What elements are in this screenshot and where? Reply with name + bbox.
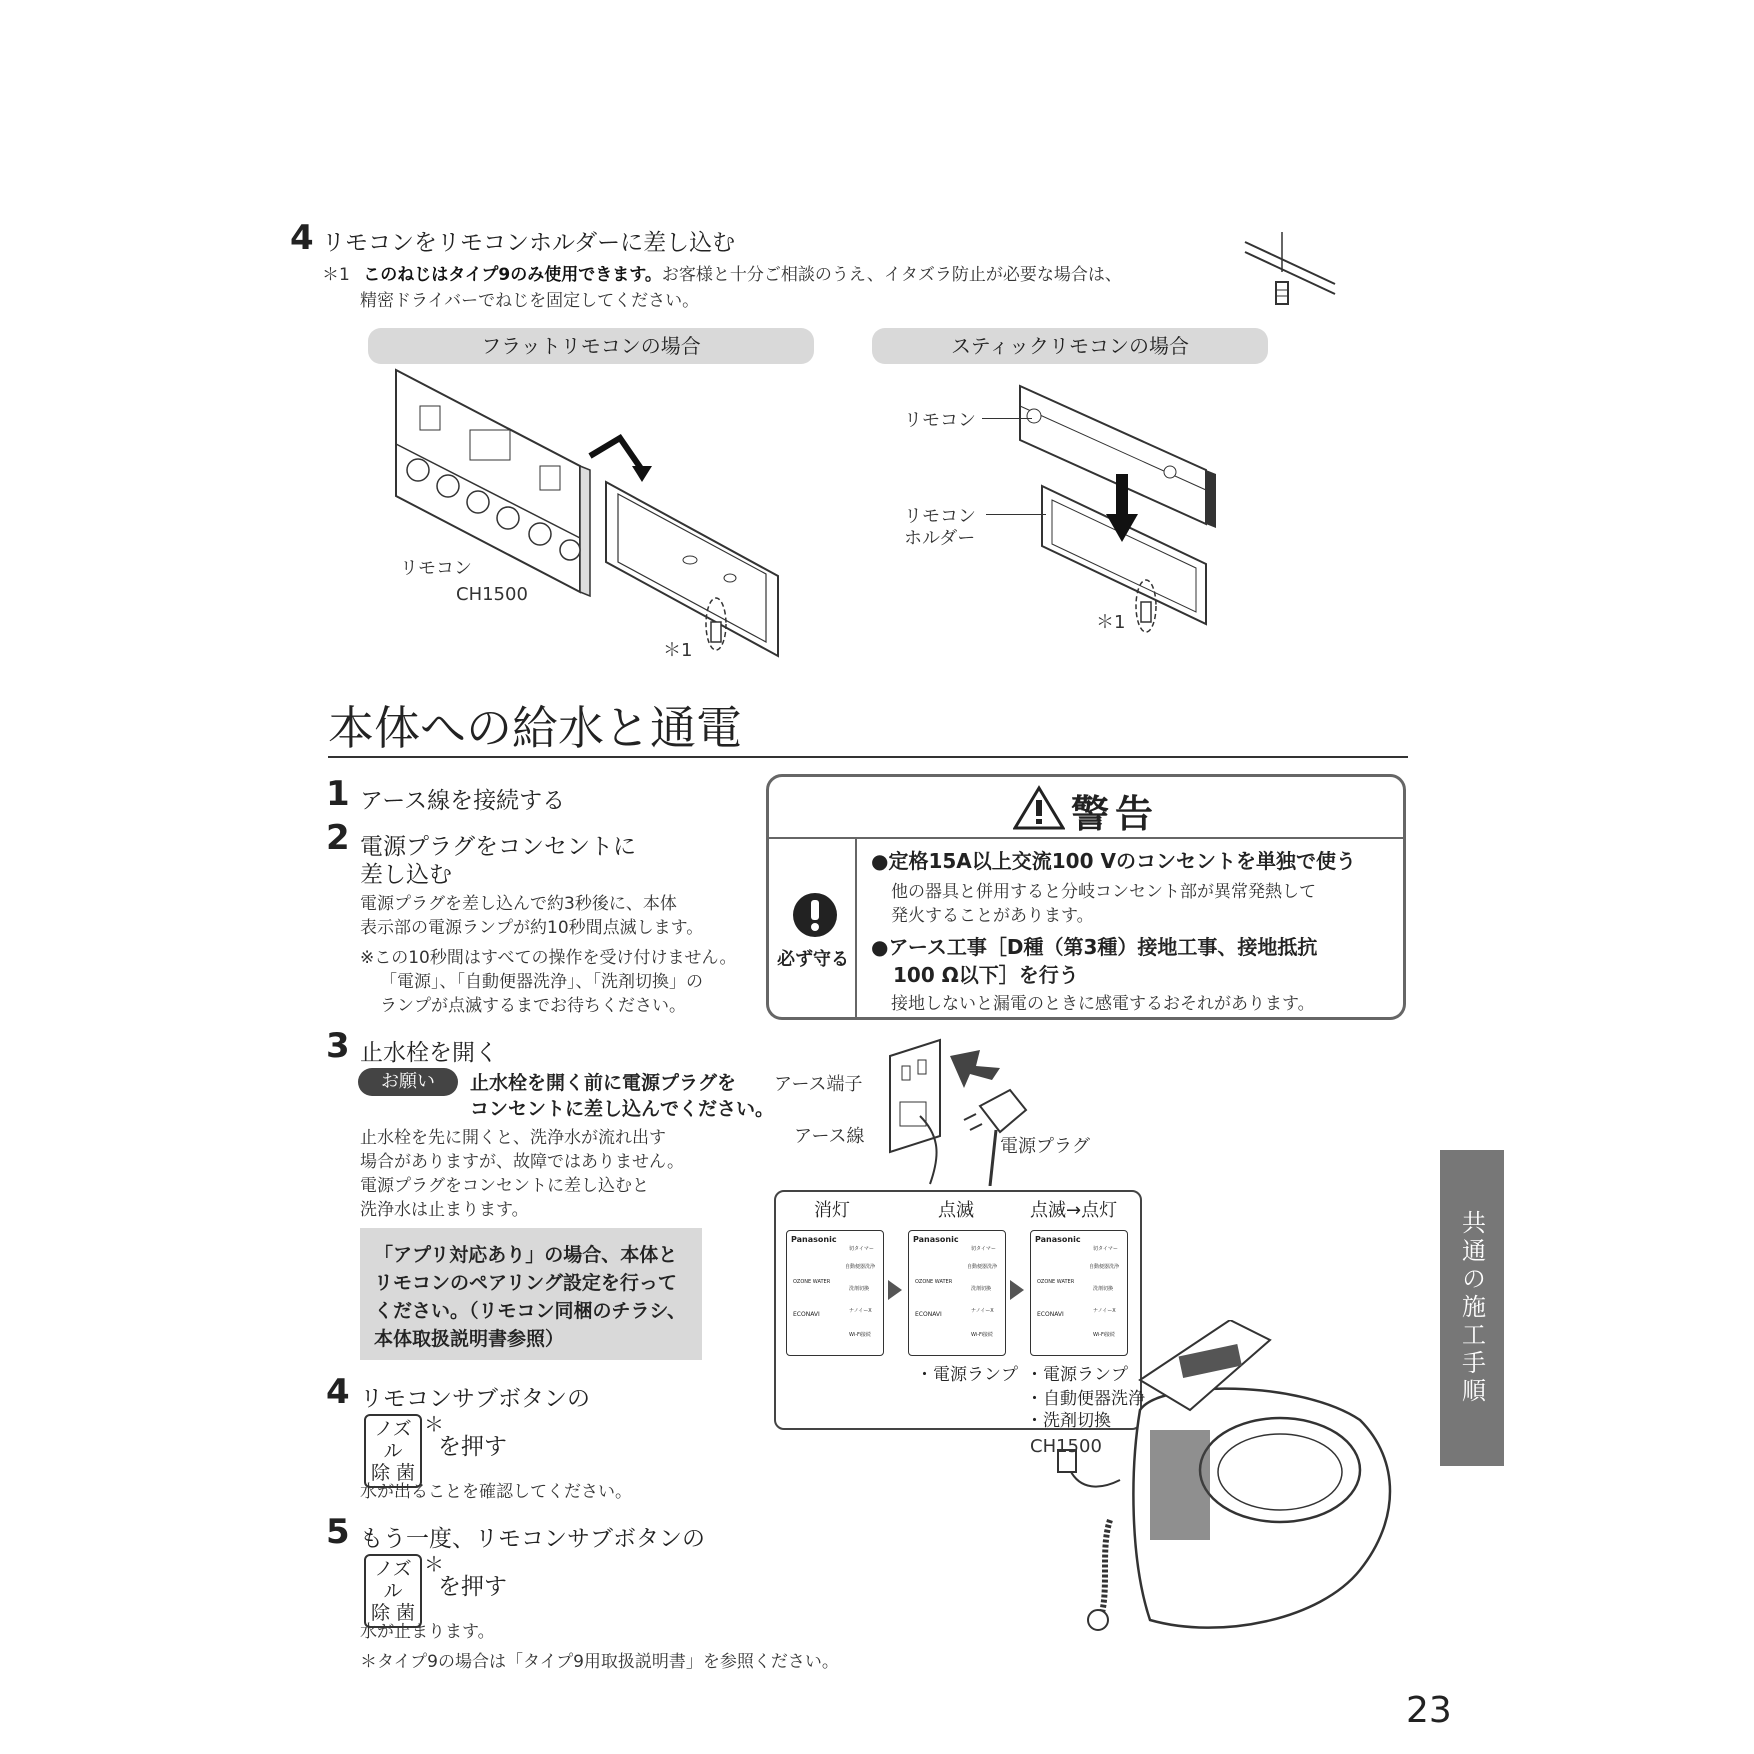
- stick-holder-label-1: リモコン: [904, 506, 976, 527]
- pairing-note-line: 本体取扱説明書参照）: [374, 1328, 565, 1350]
- step-title: 止水栓を開く: [360, 1040, 498, 1066]
- toilet-illustration: [1040, 1320, 1420, 1650]
- pairing-note-box: [360, 1228, 702, 1360]
- step-note: 「電源」、「自動便器洗浄」、「洗剤切換」の: [380, 972, 703, 992]
- lamp-label: Wi-Fi接続: [849, 1332, 871, 1338]
- asterisk: ＊: [424, 1412, 444, 1436]
- lamp-label: ナノイーX: [849, 1308, 872, 1314]
- step-title: リモコンをリモコンホルダーに差し込む: [322, 230, 736, 256]
- warning-bullet-title: ●アース工事［D種（第3種）接地工事、接地抵抗: [871, 935, 1318, 959]
- stick-holder-label-2: ホルダー: [904, 528, 976, 549]
- request-text: コンセントに差し込んでください。: [470, 1098, 775, 1120]
- key-label: 除 菌: [370, 1602, 416, 1624]
- heading-rule: [328, 756, 1408, 758]
- step-body: 表示部の電源ランプが約10秒間点滅します。: [360, 918, 704, 938]
- step-note: ランプが点滅するまでお待ちください。: [380, 996, 686, 1016]
- brand-text: Panasonic: [1035, 1235, 1081, 1244]
- lamp-label: Wi-Fi接続: [1093, 1332, 1115, 1338]
- stick-remote-label: リモコン: [904, 410, 976, 431]
- lamp-label: 切タイマー: [971, 1246, 996, 1252]
- plug-label: 電源プラグ: [1000, 1136, 1090, 1157]
- step-title: もう一度、リモコンサブボタンの: [360, 1526, 705, 1552]
- step-number: 5: [326, 1512, 350, 1552]
- lamp-label: 自動便器洗浄: [845, 1264, 876, 1270]
- pairing-note-line: ください。（リモコン同梱のチラシ、: [374, 1300, 686, 1322]
- step-body: 場合がありますが、故障ではありません。: [360, 1152, 685, 1172]
- econavi-text: ECONAVI: [915, 1311, 942, 1318]
- econavi-text: ECONAVI: [793, 1311, 820, 1318]
- display-panel-off: [786, 1230, 884, 1356]
- arrow-right-icon: [1010, 1280, 1024, 1300]
- step-body: 止水栓を先に開くと、洗浄水が流れ出す: [360, 1128, 666, 1148]
- pairing-note-line: 「アプリ対応あり」の場合、本体と: [374, 1244, 678, 1266]
- outlet-plug-illustration: [880, 1036, 1080, 1186]
- lamp-caption: ・電源ランプ: [1026, 1365, 1128, 1385]
- earth-terminal-label: アース端子: [774, 1074, 863, 1095]
- step-title: アース線を接続する: [360, 788, 566, 814]
- warning-header: [769, 777, 1403, 839]
- warning-divider: [855, 837, 857, 1017]
- lamp-label: 切タイマー: [1093, 1246, 1118, 1252]
- step-title-cont: 差し込む: [360, 862, 452, 888]
- stick-remote-pill: スティックリモコンの場合: [872, 328, 1268, 364]
- display-panel-blink: [908, 1230, 1006, 1356]
- key-label: 除 菌: [370, 1462, 416, 1484]
- step-body: 電源プラグをコンセントに差し込むと: [360, 1176, 649, 1196]
- warning-triangle-icon: [1013, 785, 1065, 831]
- lamp-label: 切タイマー: [849, 1246, 874, 1252]
- warning-bullet-body: 発火することがあります。: [891, 906, 1094, 926]
- screw-detail-illustration: [1240, 232, 1340, 312]
- toilet-model-label: CH1500: [1030, 1436, 1102, 1457]
- note-mark: ＊1: [322, 265, 350, 285]
- step-title: 電源プラグをコンセントに: [360, 834, 636, 860]
- pairing-note-line: リモコンのペアリング設定を行って: [374, 1272, 677, 1294]
- warning-box: [766, 774, 1406, 1020]
- warning-bullet-body: 接地しないと漏電のときに感電するおそれがあります。: [891, 994, 1315, 1014]
- step-note: ＊タイプ9の場合は「タイプ9用取扱説明書」を参照ください。: [360, 1652, 839, 1672]
- request-badge: お願い: [358, 1068, 458, 1096]
- leader-line: [982, 418, 1032, 419]
- leader-line: [986, 514, 1046, 515]
- step-note: ※この10秒間はすべての操作を受け付けません。: [360, 948, 737, 968]
- warning-bullet-body: 他の器具と併用すると分岐コンセント部が異常発熱して: [891, 882, 1316, 902]
- request-text: 止水栓を開く前に電源プラグを: [470, 1072, 737, 1094]
- lamp-label: ナノイーX: [1093, 1308, 1116, 1314]
- flat-remote-model: CH1500: [456, 584, 528, 605]
- press-text: を押す: [438, 1434, 507, 1460]
- step-body: 電源プラグを差し込んで約3秒後に、本体: [360, 894, 677, 914]
- screw-note-line2: 精密ドライバーでねじを固定してください。: [360, 291, 700, 311]
- flat-remote-illustration: [390, 366, 810, 666]
- page-number: 23: [1406, 1690, 1452, 1731]
- section-heading: 本体への給水と通電: [328, 701, 742, 755]
- lamp-caption: ・洗剤切換: [1026, 1411, 1111, 1431]
- lamp-label: 自動便器洗浄: [1089, 1264, 1120, 1270]
- step-number: 1: [326, 774, 350, 814]
- must-do-label: 必ず守る: [777, 949, 849, 970]
- screw-note: [322, 263, 1122, 287]
- note-rest: お客様と十分ご相談のうえ、イタズラ防止が必要な場合は、: [661, 265, 1122, 285]
- ozone-text: OZONE WATER: [793, 1279, 831, 1285]
- lamp-label: ナノイーX: [971, 1308, 994, 1314]
- nozzle-sterilize-key: [364, 1414, 422, 1488]
- step-number: 4: [326, 1372, 350, 1412]
- lamp-label: 自動便器洗浄: [967, 1264, 998, 1270]
- lamp-state-blink: 点滅: [938, 1200, 974, 1221]
- brand-text: Panasonic: [791, 1235, 837, 1244]
- key-label: ノズル: [374, 1418, 412, 1462]
- step-title: リモコンサブボタンの: [360, 1386, 590, 1412]
- lamp-state-off: 消灯: [814, 1200, 850, 1221]
- warning-title: 警告: [1071, 792, 1160, 836]
- lamp-label: Wi-Fi接続: [971, 1332, 993, 1338]
- chapter-side-tab: 共通の施工手順: [1440, 1150, 1504, 1466]
- step-body: 洗浄水は止まります。: [360, 1200, 529, 1220]
- lamp-label: 洗剤切換: [1093, 1286, 1114, 1292]
- step-number: 2: [326, 818, 350, 858]
- step-body: 水が止まります。: [360, 1622, 495, 1642]
- key-label: ノズル: [374, 1558, 412, 1602]
- step-body: 水が出ることを確認してください。: [360, 1482, 632, 1502]
- must-do-icon: [791, 891, 839, 939]
- earth-wire-label: アース線: [794, 1126, 865, 1147]
- ozone-text: OZONE WATER: [915, 1279, 953, 1285]
- nozzle-sterilize-key: [364, 1554, 422, 1628]
- press-text: を押す: [438, 1574, 507, 1600]
- asterisk: ＊: [424, 1552, 444, 1576]
- note-bold: このねじはタイプ9のみ使用できます。: [363, 265, 662, 285]
- ozone-text: OZONE WATER: [1037, 1279, 1075, 1285]
- lamp-state-blink-then-on: 点滅→点灯: [1030, 1200, 1118, 1221]
- warning-bullet-title: ●定格15A以上交流100 Vのコンセントを単独で使う: [871, 849, 1356, 873]
- step-number: 3: [326, 1026, 350, 1066]
- stick-remote-illustration: [1010, 374, 1240, 644]
- warning-bullet-title: 100 Ω以下］を行う: [893, 963, 1079, 987]
- lamp-caption: ・電源ランプ: [916, 1365, 1018, 1385]
- stick-screw-mark: ＊1: [1096, 612, 1126, 633]
- lamp-caption: ・自動便器洗浄: [1026, 1389, 1145, 1409]
- arrow-right-icon: [888, 1280, 902, 1300]
- step-number: 4: [290, 218, 314, 258]
- lamp-label: 洗剤切換: [849, 1286, 870, 1292]
- flat-screw-mark: ＊1: [663, 640, 693, 661]
- flat-remote-pill: フラットリモコンの場合: [368, 328, 814, 364]
- lamp-label: 洗剤切換: [971, 1286, 992, 1292]
- flat-remote-label: リモコン: [400, 558, 472, 579]
- econavi-text: ECONAVI: [1037, 1311, 1064, 1318]
- brand-text: Panasonic: [913, 1235, 959, 1244]
